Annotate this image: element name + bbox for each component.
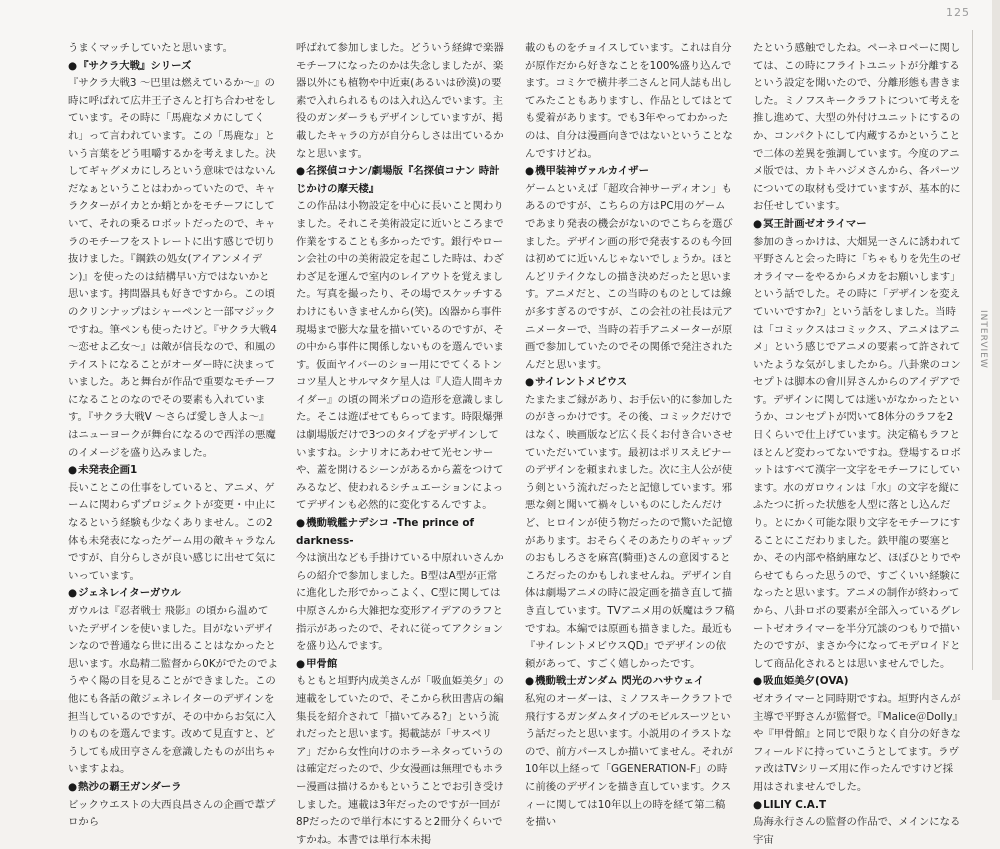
body-paragraph: 呼ばれて参加しました。どういう経緯で楽器モチーフになったのかは失念しましたが、楽器以外にも植物や中近東(あるいは砂漠)の要素で入れられるものは入れ込んでいます。主役のガンダーラもデザインしていますが、掲載したキャラの方が自分らしさは出ているかなと思います。 — [296, 42, 504, 160]
section-heading: ● 吸血姫美夕(OVA) — [753, 673, 963, 691]
body-paragraph: うまくマッチしていたと思います。 — [68, 42, 234, 54]
body-paragraph: 参加のきっかけは、大畑晃一さんに誘われて平野さんと会った時に「ちゃもりを先生のゼオライマーをやるからメカをお願いします」という話でした。その時に「デザインを変えていいですか?」という話をしました。当時は「コミックスはコミックス、アニメはアニメ」という感じでアニメの要素って許されていたような気がしましたから。八卦衆のコンセプトは脚本の會川昇さんからのアイデアです。デザインに関しては迷いがなかったというか、コンセプトが閃いて8体分のラフを2日くらいで仕上げています。決定稿もラフとほとんど変わってないですね。登場するロボットはすべて漢字一文字をモチーフにしています。水のガロウィンは「水」の文字を縦にふたつに折った状態を人型に落とし込んだり。とにかく可能な限り文字をモチーフにすることにこだわりました。鉄甲龍の要塞とか、その内部や格納庫など、ほぼひとりでやらせてもらった思うので、すごくいい経験になったと思います。アニメの制作が終わってから、八卦ロボの要素が全部入っているグレートゼオライマーを半分冗談のつもりで描いたのですが、まさか今になってモデロイドとして商品化されるとは思いませんでした。 — [753, 235, 961, 670]
section-heading: ● 機甲装神ヴァルカイザー — [525, 163, 735, 181]
body-paragraph: 鳥海永行さんの監督の作品で、メインになる宇宙 — [753, 816, 961, 846]
page-number: 125 — [946, 6, 970, 19]
body-paragraph: たまたまご縁があり、お手伝い的に参加したのがきっかけです。その後、コミックだけではなく、映画版など広く長くお付き合いさせていただいています。最初はポリスえピナーのデザインを頼まれました。次に主人公が使う剣という流れだったと記憶しています。邪悪な剣と聞いて禍々しいものにしたんだけど、ヒロインが使う物だったので驚いた記憶があります。おそらくそのあたりのギャップのおもしろさを麻宮(騎亜)さんの意図するところだったのかもしれませんね。デザイン自体は劇場アニメの時に設定画を描き直して描き直しています。TVアニメ用の妖魔はラフ稿ですね。本編では原画も描きました。最近も『サイレントメビウスQD』でデザインの依頼があって、すごく嬉しかったです。 — [525, 393, 735, 670]
section-heading: ● ジェネレイターガウル — [68, 585, 278, 603]
section-heading: ● 機動戦士ガンダム 閃光のハサウェイ — [525, 673, 735, 691]
text-column-2 — [296, 40, 506, 849]
body-paragraph: ビックウエストの大西良昌さんの企画で葦プロから — [68, 798, 276, 829]
body-paragraph: ゼオライマーと同時期ですね。垣野内さんが主導で平野さんが監督で。『Malice＠Dolly』や『甲骨館』と同じで限りなく自分の好きなフィールドに持っていこうとしてます。ラヴァ改はTVシリーズ用に作ったんですけど採用はされませんでした。 — [753, 692, 963, 793]
body-paragraph: 載のものをチョイスしています。これは自分が原作だから好きなことを100%盛り込んでます。コミケで横井孝二さんと同人誌も出してみたこともありますし、作品としてはとても愛着があります。でも3年やってわかったのは、自分は漫画向きではないということなんですけどね。 — [525, 42, 733, 160]
section-heading: ● 機動戦艦ナデシコ -The prince of darkness- — [296, 515, 506, 550]
text-column-1 — [68, 40, 278, 832]
section-heading: ● 名探偵コナン/劇場版『名探偵コナン 時計じかけの摩天楼』 — [296, 163, 506, 198]
body-paragraph: もともと垣野内成美さんが「吸血姫美夕」の連載をしていたので、そこから秋田書店の編集長を紹介されて「描いてみる?」という流れだったと思います。掲載誌が「サスペリア」だから女性向けのホラーネタっていうのは確定だったので、少女漫画は無理でもホラー漫画は描けるかもということでお引き受けしました。連載は3年だったのですが一回が8Pだったので単行本にすると2冊分くらいですかね。本書では単行本未掲 — [296, 675, 504, 846]
body-paragraph: 『サクラ大戦3 〜巴里は燃えているか〜』の時に呼ばれて広井王子さんと打ち合わせをしています。その時に「馬鹿なメカにしてくれ」って言われています。この「馬鹿な」という言葉をどう咀嚼するかを考えました。決してギャグメカにしろという意味ではないんだなぁということはわかっていたので、キャラクターがイカとか蛸とかをモチーフにしていて、それの乗るロボットだったので、キャラのモチーフをストレートに出す感じで切り抜けました。『鋼鉄の処女(アイアンメイデン)』を使ったのは結構早い方ではないかと思います。拷問器具も好きですから。この頃のクリンナップはシャーペンと一部マジックですね。筆ペンも使ったけど。『サクラ大戦4 〜恋せよ乙女〜』は敵が信長なので、和風のテイストになることがオーダー時に決まっていました。あと舞台が作品で重要なモチーフになることのなのでその要素も入れています。『サクラ大戦V 〜さらば愛しき人よ〜』はニューヨークが舞台になるので西洋の悪魔のイメージを盛り込みました。 — [68, 77, 277, 459]
section-heading: ● 『サクラ大戦』シリーズ — [68, 58, 278, 76]
body-paragraph: 今は演出なども手掛けている中原れいさんからの紹介で参加しました。B型はA型が正常に進化した形でかっこよく、C型に関しては中原さんから大雑把な変形アイデアのラフと指示があったので、それに従ってアクションを盛り込んでます。 — [296, 552, 504, 653]
section-heading: ● 冥王計画ゼオライマー — [753, 216, 963, 234]
section-heading: ● サイレントメビウス — [525, 374, 735, 392]
body-paragraph: ゲームといえば「超攻合神サーディオン」もあるのですが、こちらの方はPC用のゲームであまり発表の機会がないのでこちらを選びました。デザイン画の形で発表するのも今回は初めてに近いんじゃないでしょうか。ほとんどリテイクなしの描き決めだったと思います。アニメだと、この当時のものとしては線が多すぎるのですが、この会社の社長は元アニメーターで、当時の若手アニメーターが原画で参加していたのでその関係で発注されたんだと思います。 — [525, 182, 733, 371]
section-heading: ● LILIY C.A.T — [753, 797, 963, 815]
section-heading: ● 熱沙の覇王ガンダーラ — [68, 779, 278, 797]
body-paragraph: この作品は小物設定を中心に長いこと関わりました。それこそ美術設定に近いところまで作業をすることも多かったです。銀行やローン会社の中の美術設定を起こした時は、わざわざ足を運んで室内のレイアウトを覚えました。写真を撮ったり、その場でスケッチするわけにもいきませんから(笑)。凶器から事件現場まで膨大な量を描いているのですが、その中から事件に関係しないものを選んでいます。仮面ヤイバーのショー用にでてくるトンコツ星人とサルマタケ星人は『人造人間キカイダー』の頃の岡米プロの造形を意識しました。そこは遊ばせてもらってます。時限爆弾は劇場版だけで3つのタイプをデザインしていますね。シナリオにあわせて光センサーや、蓋を開けるシーンがあるから蓋をつけてみるなど、使われるシチュエーションによってデザインも必然的に変化するんですよ。 — [296, 200, 504, 512]
body-paragraph: 長いことこの仕事をしていると、アニメ、ゲームに関わらずプロジェクトが変更・中止になるという経験も少なくありません。この2体も未発表になったゲーム用の敵キャラなんですが、自分らしさが良い感じに出せて気にいっています。 — [68, 481, 276, 582]
text-column-4 — [753, 40, 963, 849]
text-column-3 — [525, 40, 735, 832]
margin-rule — [972, 30, 973, 670]
body-paragraph: 私宛のオーダーは、ミノフスキークラフトで飛行するガンダムタイプのモビルスーツという話だったと思います。小説用のイラストなので、前方パースしか描いてません。それが10年以上経って「GGENERATION-F」の時に前後のデザインを描き直しています。クスィーに関しては10年以上の時を経て第二稿を描い — [525, 692, 733, 829]
body-paragraph: ガウルは『忍者戦士 飛影』の頃から温めていたデザインを使いました。目がないデザインなので普通なら世に出ることはなかったと思います。水島精二監督から0Kがでたのでようやく陽の目を見ることができました。この他にも各話の敵ジェネレイターのデザインを担当しているのですが、その中からお気に入りのものを選んでます。改めて見直すと、どうしても成田亨さんを意識したものが出ちゃいますよね。 — [68, 605, 279, 776]
section-heading: ● 甲骨館 — [296, 656, 506, 674]
section-side-label: INTERVIEW — [978, 310, 988, 369]
section-heading: ● 未発表企画1 — [68, 462, 278, 480]
page-edge — [992, 0, 1000, 700]
body-paragraph: たという感触でしたね。ペーネロペーに関しては、この時にフライトユニットが分離するという設定を聞いたので、分離形態も書きました。ミノフスキークラフトについて考えを推し進めて、大型の外付けユニットにするのか、コンパクトにして内蔵するかということで二体の差異を強調しています。今度のアニメ版では、カトキハジメさんから、各パーツについての取材も受けていますが、基本的にお任せしています。 — [753, 42, 961, 213]
